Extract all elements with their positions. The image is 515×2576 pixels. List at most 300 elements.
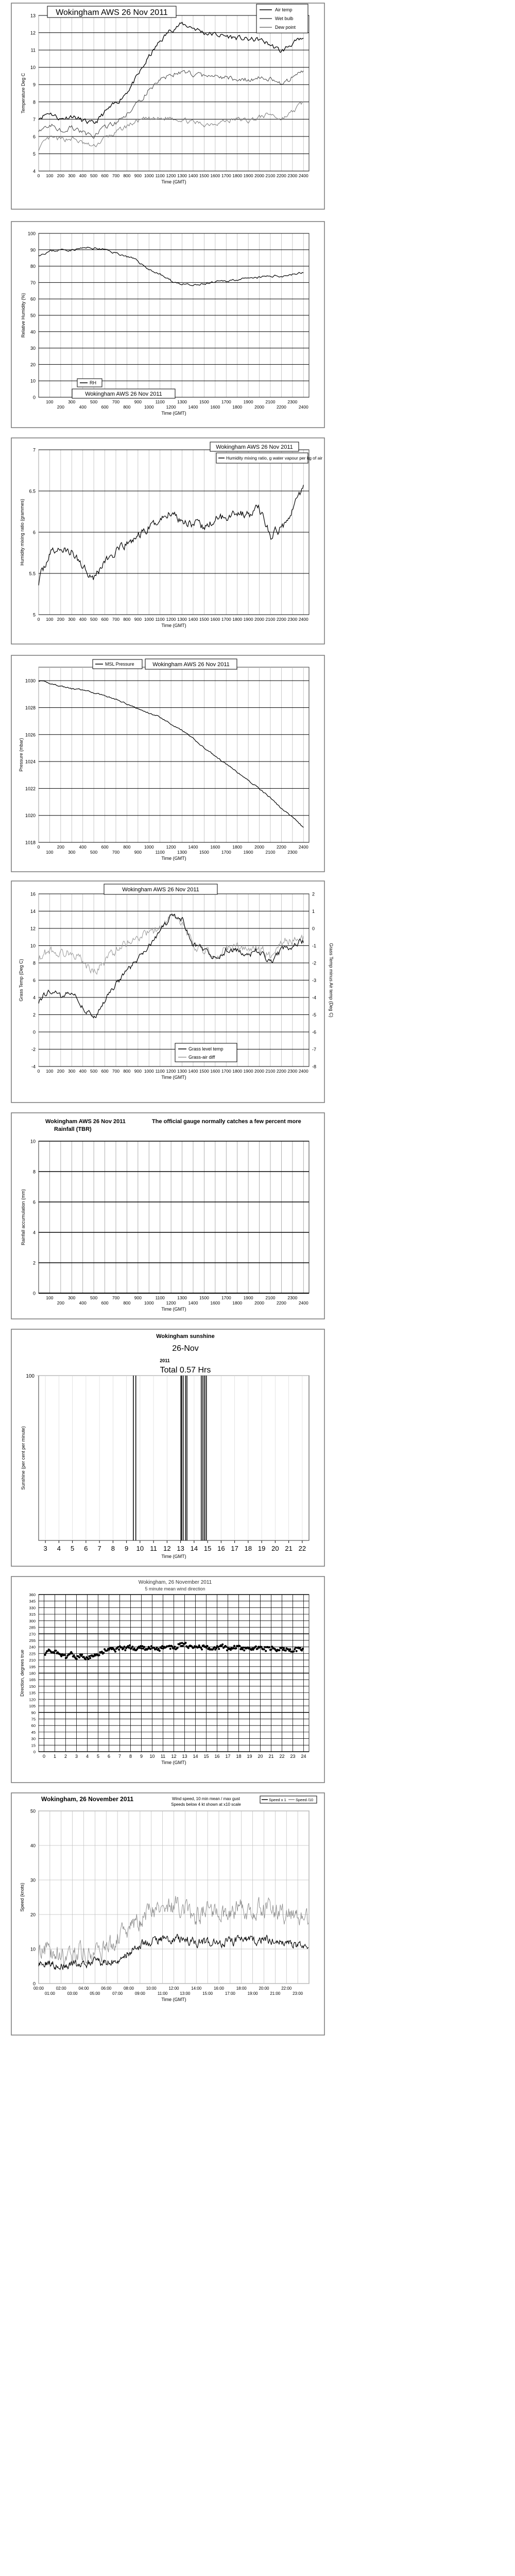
x-tick-label: 2300	[287, 1069, 298, 1074]
y-tick-label: 1030	[25, 678, 36, 684]
direction-point	[198, 1645, 200, 1647]
x-tick-label: 11	[150, 1545, 157, 1552]
x-tick-label: 8	[111, 1545, 115, 1552]
x-tick-label: 5	[71, 1545, 75, 1552]
x-tick-label: 2200	[276, 404, 286, 410]
x-tick-label: 2400	[298, 173, 308, 178]
x-tick-label: 1000	[144, 1300, 154, 1306]
direction-point	[263, 1648, 265, 1650]
x-tick-label: 100	[46, 173, 54, 178]
direction-point	[235, 1647, 237, 1649]
x-tick-label: 1300	[177, 399, 187, 404]
pressure-chart	[11, 655, 324, 872]
x-tick-label: 06:00	[101, 1986, 112, 1991]
y-tick-label: 7	[32, 116, 36, 122]
y-tick-label: 4	[32, 168, 36, 174]
x-tick-label: 16:00	[213, 1986, 225, 1991]
x-tick-label: 1900	[243, 617, 253, 622]
x-tick-label: 2200	[276, 173, 286, 178]
x-axis-label: Time (GMT)	[161, 179, 186, 184]
x-tick-label: 12	[171, 1754, 177, 1759]
x-tick-label: 1	[53, 1754, 57, 1759]
x-tick-label: 1500	[199, 850, 209, 855]
x-tick-label: 2100	[265, 1069, 276, 1074]
y-tick-label: 50	[30, 1808, 36, 1814]
x-tick-label: 1700	[221, 850, 231, 855]
x-tick-label: 22	[279, 1754, 285, 1759]
x-tick-label: 100	[46, 1069, 54, 1074]
y-axis-label: Pressure (mbar)	[19, 738, 24, 772]
sunshine-bar	[202, 1376, 203, 1540]
x-tick-label: 0	[42, 1754, 46, 1759]
x-tick-label: 2200	[276, 1300, 286, 1306]
direction-point	[255, 1646, 257, 1648]
x-tick-label: 1000	[144, 173, 154, 178]
x-tick-label: 1900	[243, 1295, 253, 1300]
x-tick-label: 2100	[265, 850, 276, 855]
direction-point	[76, 1658, 78, 1660]
x-tick-label: 17:00	[225, 1991, 235, 1996]
x-tick-label: 600	[101, 617, 109, 622]
sunshine-bar	[204, 1376, 205, 1540]
x-tick-label: 2300	[287, 399, 298, 404]
y-tick-label: 100	[26, 1374, 35, 1379]
y-tick-label: 300	[29, 1618, 36, 1623]
x-tick-label: 600	[101, 173, 109, 178]
y-tick-label: 12	[30, 926, 36, 931]
y-tick-label: 6	[32, 134, 36, 140]
y-tick-label: 5	[32, 612, 36, 618]
x-tick-label: 6	[84, 1545, 88, 1552]
x-tick-label: 20	[271, 1545, 279, 1552]
x-tick-label: 2000	[254, 617, 265, 622]
y-tick-label: 135	[29, 1690, 36, 1696]
x-tick-label: 300	[68, 1069, 76, 1074]
y-tick-label: 360	[29, 1592, 36, 1597]
y-tick-label: 4	[32, 995, 36, 1001]
y-tick-label: 0	[32, 1981, 36, 1987]
chart-year: 2011	[160, 1358, 170, 1363]
y-tick-label: 50	[30, 313, 36, 318]
direction-point	[173, 1648, 175, 1650]
direction-point	[232, 1647, 234, 1649]
x-tick-label: 22	[298, 1545, 306, 1552]
y-tick-label: 10	[30, 65, 36, 71]
x-tick-label: 900	[134, 173, 142, 178]
x-tick-label: 2	[64, 1754, 67, 1759]
x-axis-label: Time (GMT)	[161, 411, 186, 416]
humidity-chart	[11, 222, 324, 428]
x-tick-label: 300	[68, 399, 76, 404]
x-tick-label: 500	[90, 399, 98, 404]
y-tick-label: 270	[29, 1632, 36, 1637]
direction-point	[179, 1642, 181, 1645]
y-tick-label: 180	[29, 1671, 36, 1676]
x-tick-label: 4	[85, 1754, 89, 1759]
x-tick-label: 9	[140, 1754, 143, 1759]
y-tick-label-right: -4	[312, 995, 317, 1001]
x-tick-label: 2300	[287, 1295, 298, 1300]
direction-point	[168, 1645, 170, 1647]
y-tick-label: 90	[30, 247, 36, 253]
x-tick-label: 1000	[144, 617, 154, 622]
y-tick-label: 330	[29, 1605, 36, 1611]
legend-label: Speed /10	[296, 1798, 314, 1802]
direction-point	[98, 1654, 100, 1656]
direction-point	[121, 1647, 123, 1649]
chart-date: 26-Nov	[172, 1344, 199, 1353]
direction-point	[177, 1647, 179, 1649]
direction-point	[270, 1649, 272, 1651]
chart-title: Wokingham AWS 26 Nov 2011	[45, 1118, 126, 1125]
sunshine-bar	[181, 1376, 182, 1540]
x-tick-label: 700	[112, 1295, 120, 1300]
direction-point	[73, 1654, 75, 1656]
chart-title: Wokingham sunshine	[156, 1333, 215, 1340]
x-tick-label: 19	[247, 1754, 252, 1759]
y-tick-label: 6	[32, 530, 36, 535]
x-tick-label: 1200	[166, 844, 176, 850]
wind-direction-chart	[11, 1577, 324, 1783]
x-tick-label: 1100	[155, 617, 165, 622]
x-tick-label: 1400	[188, 1300, 198, 1306]
x-tick-label: 18	[244, 1545, 252, 1552]
x-tick-label: 0	[37, 1069, 40, 1074]
x-tick-label: 11	[160, 1754, 166, 1759]
x-tick-label: 1700	[221, 617, 231, 622]
x-tick-label: 1700	[221, 1295, 231, 1300]
y-tick-label: 40	[30, 329, 36, 335]
x-axis-label: Time (GMT)	[161, 1554, 186, 1559]
x-tick-label: 300	[68, 1295, 76, 1300]
x-tick-label: 400	[79, 173, 87, 178]
x-tick-label: 3	[75, 1754, 78, 1759]
y-tick-label: 60	[30, 296, 36, 302]
y-tick-label: 90	[31, 1710, 36, 1715]
x-tick-label: 01:00	[44, 1991, 55, 1996]
chart-title: Wokingham AWS 26 Nov 2011	[85, 391, 162, 397]
y-tick-label: 5	[32, 151, 36, 157]
x-tick-label: 1800	[232, 844, 243, 850]
direction-point	[225, 1646, 227, 1648]
y-tick-label: 45	[31, 1730, 36, 1735]
x-tick-label: 17	[231, 1545, 238, 1552]
x-axis-label: Time (GMT)	[161, 1307, 186, 1312]
x-tick-label: 2200	[276, 1069, 286, 1074]
direction-point	[285, 1650, 287, 1652]
x-tick-label: 1100	[155, 1069, 165, 1074]
direction-point	[201, 1649, 203, 1651]
x-tick-label: 900	[134, 1069, 142, 1074]
sunshine-bar	[135, 1376, 136, 1540]
y-tick-label: 195	[29, 1664, 36, 1669]
direction-point	[53, 1652, 55, 1654]
chart-subtitle: Rainfall (TBR)	[54, 1126, 92, 1132]
direction-point	[295, 1647, 297, 1649]
direction-point	[60, 1655, 62, 1657]
y-tick-label-right: 1	[312, 909, 315, 914]
x-tick-label: 12:00	[168, 1986, 179, 1991]
direction-point	[171, 1646, 173, 1648]
direction-point	[215, 1647, 217, 1649]
direction-point	[221, 1643, 224, 1646]
y-tick-label: 7	[32, 447, 36, 453]
x-tick-label: 1100	[155, 850, 165, 855]
direction-point	[264, 1646, 266, 1648]
direction-point	[278, 1649, 280, 1651]
direction-point	[242, 1647, 244, 1649]
x-tick-label: 800	[123, 173, 131, 178]
direction-point	[182, 1645, 184, 1647]
direction-point	[156, 1647, 158, 1649]
y-tick-label: 30	[31, 1736, 36, 1741]
y-tick-label-right: -5	[312, 1012, 317, 1018]
x-tick-label: 2400	[298, 1069, 308, 1074]
x-tick-label: 08:00	[123, 1986, 134, 1991]
direction-point	[283, 1647, 285, 1649]
x-tick-label: 900	[134, 399, 142, 404]
x-tick-label: 1900	[243, 1069, 253, 1074]
y-axis-label: Direction, degrees true	[20, 1649, 25, 1697]
plot-area	[39, 667, 309, 842]
x-tick-label: 2100	[265, 617, 276, 622]
y-tick-label: 6	[32, 1199, 36, 1205]
y-tick-label: 80	[30, 264, 36, 269]
x-tick-label: 21	[285, 1545, 293, 1552]
x-tick-label: 1600	[210, 617, 220, 622]
y-tick-label: 1024	[25, 759, 36, 765]
chart-note: Speeds below 4 kt shown at x10 scale	[171, 1802, 241, 1807]
direction-point	[143, 1646, 145, 1648]
x-tick-label: 20:00	[259, 1986, 269, 1991]
x-tick-label: 23	[290, 1754, 296, 1759]
x-tick-label: 1500	[199, 1295, 209, 1300]
chart-title: Wokingham, 26 November 2011	[138, 1580, 212, 1585]
direction-point	[158, 1648, 160, 1650]
y-tick-label: 16	[30, 891, 36, 897]
direction-point	[102, 1652, 105, 1654]
y-tick-label: 1020	[25, 813, 36, 819]
rainfall-chart	[11, 1113, 324, 1319]
x-tick-label: 600	[101, 844, 109, 850]
direction-point	[88, 1655, 90, 1657]
x-tick-label: 1300	[177, 1295, 187, 1300]
y-tick-label: 70	[30, 280, 36, 285]
sunshine-bar	[133, 1376, 134, 1540]
temperature-chart	[11, 3, 324, 209]
legend-label: Grass level temp	[188, 1046, 224, 1052]
legend-label: MSL Pressure	[105, 662, 134, 667]
y-tick-label: 2	[32, 1012, 36, 1018]
direction-point	[238, 1645, 241, 1647]
y-tick-label: 120	[29, 1697, 36, 1702]
direction-point	[64, 1654, 66, 1656]
x-axis-label: Time (GMT)	[161, 1075, 186, 1080]
x-tick-label: 1000	[144, 404, 154, 410]
y-tick-label-right: -3	[312, 978, 317, 983]
x-tick-label: 2400	[298, 1300, 308, 1306]
x-tick-label: 14:00	[191, 1986, 202, 1991]
x-tick-label: 1100	[155, 1295, 165, 1300]
chart-annotation: The official gauge normally catches a few percent more	[152, 1118, 301, 1125]
direction-point	[265, 1650, 267, 1652]
y-tick-label: 0	[33, 1750, 36, 1754]
mixing-ratio-chart	[11, 438, 324, 644]
y-tick-label: 30	[30, 1877, 36, 1883]
direction-point	[217, 1646, 219, 1648]
y-axis-label: Humidity mixing ratio (grammes)	[20, 499, 25, 566]
x-tick-label: 200	[57, 844, 64, 850]
y-tick-label: 12	[30, 30, 36, 36]
y-tick-label: 20	[30, 362, 36, 367]
y-axis-label: Rainfall accumulation (mm)	[21, 1189, 26, 1246]
x-tick-label: 900	[134, 617, 142, 622]
x-tick-label: 23:00	[293, 1991, 303, 1996]
x-tick-label: 5	[96, 1754, 100, 1759]
x-tick-label: 1600	[210, 173, 220, 178]
x-tick-label: 2400	[298, 617, 308, 622]
x-tick-label: 04:00	[78, 1986, 89, 1991]
x-tick-label: 1200	[166, 617, 176, 622]
x-tick-label: 1600	[210, 1300, 220, 1306]
sunshine-bar	[205, 1376, 207, 1540]
x-tick-label: 200	[57, 1069, 64, 1074]
direction-point	[260, 1646, 262, 1648]
y-tick-label-right: -1	[312, 943, 317, 948]
y-tick-label: 5.5	[29, 571, 36, 577]
x-tick-label: 16	[217, 1545, 225, 1552]
sunshine-bar	[201, 1376, 202, 1540]
x-tick-label: 1700	[221, 1069, 231, 1074]
x-tick-label: 20	[258, 1754, 263, 1759]
y-tick-label: 8	[32, 99, 36, 105]
y-tick-label: -4	[31, 1064, 36, 1070]
y-tick-label: 165	[29, 1677, 36, 1683]
x-tick-label: 9	[125, 1545, 129, 1552]
x-tick-label: 400	[79, 844, 87, 850]
direction-point	[301, 1650, 303, 1652]
x-tick-label: 400	[79, 1069, 87, 1074]
x-tick-label: 1600	[210, 844, 220, 850]
y-tick-label: 10	[30, 943, 36, 948]
x-tick-label: 11:00	[157, 1991, 168, 1996]
y-tick-label-right: -2	[312, 960, 317, 966]
x-tick-label: 02:00	[56, 1986, 66, 1991]
y-tick-label: 255	[29, 1638, 36, 1643]
x-tick-label: 1700	[221, 173, 231, 178]
y-tick-label: 75	[31, 1717, 36, 1722]
direction-point	[55, 1650, 57, 1652]
sunshine-chart	[11, 1329, 324, 1566]
x-tick-label: 1700	[221, 399, 231, 404]
y-tick-label: 100	[27, 231, 36, 236]
x-tick-label: 2000	[254, 1069, 265, 1074]
x-tick-label: 15	[203, 1545, 212, 1552]
direction-point	[161, 1645, 163, 1647]
x-tick-label: 400	[79, 1300, 87, 1306]
legend-label: Speed x 1	[269, 1798, 286, 1802]
direction-point	[147, 1648, 149, 1650]
x-tick-label: 1600	[210, 404, 220, 410]
x-tick-label: 00:00	[33, 1986, 44, 1991]
x-tick-label: 2400	[298, 404, 308, 410]
y-tick-label-right: -6	[312, 1029, 317, 1035]
direction-point	[180, 1645, 182, 1647]
chart-subtitle: 5 minute mean wind direction	[145, 1586, 205, 1591]
y-axis-label: Temperature Deg C	[21, 73, 26, 114]
x-tick-label: 1800	[232, 173, 243, 178]
x-tick-label: 800	[123, 844, 131, 850]
direction-point	[128, 1647, 130, 1649]
y-tick-label-right: -8	[312, 1064, 317, 1070]
x-tick-label: 09:00	[134, 1991, 145, 1996]
y-tick-label: 8	[32, 1169, 36, 1175]
y-tick-label: 8	[32, 960, 36, 966]
x-tick-label: 2000	[254, 1300, 265, 1306]
y-tick-label: 345	[29, 1599, 36, 1604]
direction-point	[88, 1658, 90, 1660]
x-tick-label: 1300	[177, 173, 187, 178]
direction-point	[142, 1645, 144, 1647]
y-tick-label: 20	[30, 1912, 36, 1918]
direction-point	[101, 1651, 103, 1653]
chart-subtitle: Wind speed, 10 min mean / max gust	[171, 1797, 241, 1801]
x-tick-label: 7	[97, 1545, 101, 1552]
plot-area	[39, 15, 309, 171]
x-tick-label: 400	[79, 617, 87, 622]
y-axis-label: Relative Humidity (%)	[21, 293, 26, 338]
x-axis-label: Time (GMT)	[161, 1760, 186, 1765]
y-tick-label: 6	[32, 978, 36, 983]
x-tick-label: 100	[46, 1295, 54, 1300]
x-tick-label: 300	[68, 173, 76, 178]
direction-point	[124, 1646, 126, 1648]
x-tick-label: 1200	[166, 1069, 176, 1074]
sunshine-bar	[185, 1376, 186, 1540]
direction-point	[293, 1650, 295, 1652]
x-tick-label: 600	[101, 1069, 109, 1074]
direction-point	[214, 1646, 216, 1648]
x-tick-label: 1400	[188, 617, 198, 622]
x-tick-label: 1400	[188, 844, 198, 850]
x-tick-label: 200	[57, 617, 64, 622]
y-tick-label: 150	[29, 1684, 36, 1689]
direction-point	[187, 1647, 190, 1649]
x-tick-label: 13	[182, 1754, 187, 1759]
x-tick-label: 1200	[166, 1300, 176, 1306]
y-tick-label: 210	[29, 1658, 36, 1663]
direction-point	[160, 1647, 162, 1649]
x-tick-label: 1200	[166, 404, 176, 410]
x-tick-label: 03:00	[67, 1991, 78, 1996]
direction-point	[174, 1646, 176, 1648]
direction-point	[268, 1646, 270, 1648]
x-tick-label: 1500	[199, 617, 209, 622]
direction-point	[302, 1648, 304, 1650]
direction-point	[218, 1648, 220, 1650]
x-tick-label: 0	[37, 173, 40, 178]
direction-point	[207, 1645, 209, 1647]
direction-point	[242, 1648, 244, 1650]
x-tick-label: 800	[123, 1069, 131, 1074]
x-tick-label: 0	[37, 844, 40, 850]
direction-point	[124, 1649, 126, 1651]
x-tick-label: 900	[134, 1295, 142, 1300]
direction-point	[89, 1657, 91, 1659]
direction-point	[243, 1649, 245, 1651]
x-tick-label: 1900	[243, 399, 253, 404]
x-tick-label: 16	[214, 1754, 220, 1759]
